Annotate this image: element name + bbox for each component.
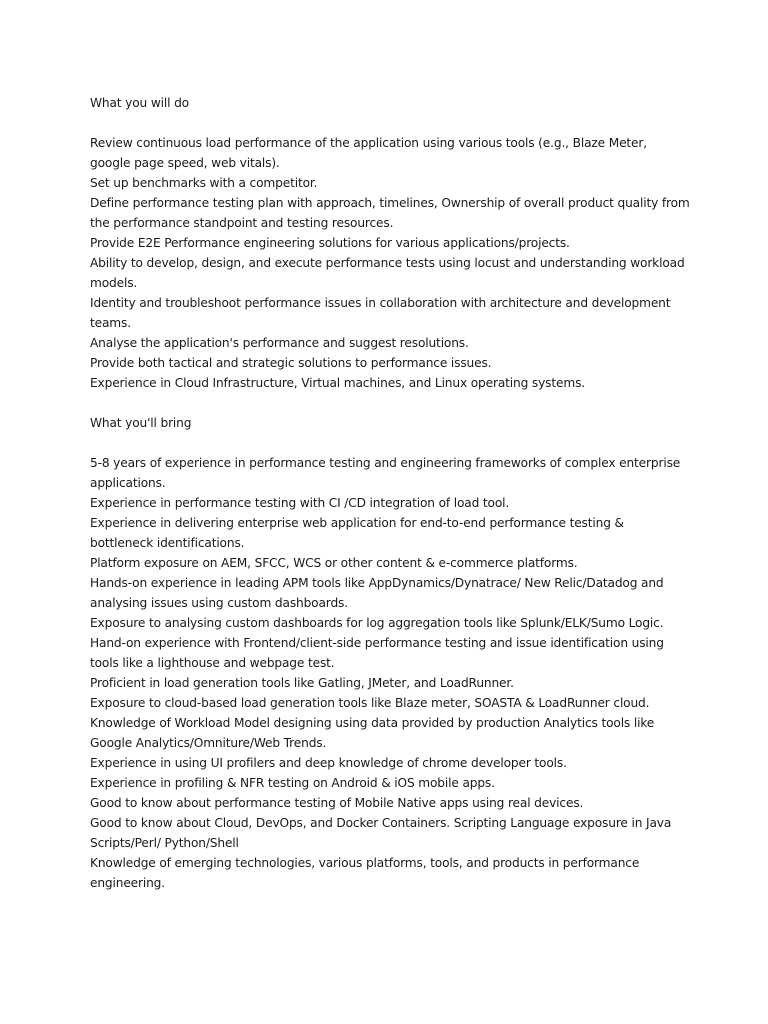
- list-item: Experience in delivering enterprise web application for end-to-end performance testing & bottleneck identifications.: [90, 516, 624, 550]
- list-item: Define performance testing plan with approach, timelines, Ownership of overall product quality from the performance standpoint and testing resources.: [90, 196, 690, 230]
- list-item: 5-8 years of experience in performance testing and engineering frameworks of complex enterprise applications.: [90, 456, 681, 490]
- list-item: Review continuous load performance of the application using various tools (e.g., Blaze Meter, google page speed, web vitals).: [90, 136, 647, 170]
- list-item: Knowledge of Workload Model designing using data provided by production Analytics tools like Google Analytics/Omniture/Web Trends.: [90, 716, 655, 750]
- list-item: Provide both tactical and strategic solutions to performance issues.: [90, 356, 492, 370]
- list-item: Hand-on experience with Frontend/client-side performance testing and issue identification using tools like a lighthouse and webpage test.: [90, 636, 664, 670]
- list-item: Knowledge of emerging technologies, various platforms, tools, and products in performance engineering.: [90, 856, 640, 890]
- list-item: Proficient in load generation tools like Gatling, JMeter, and LoadRunner.: [90, 676, 514, 690]
- section-what-you-will-do: [90, 93, 690, 393]
- section-heading: What you will do: [90, 96, 189, 110]
- document-page: [90, 93, 690, 913]
- section-heading: What you'll bring: [90, 416, 192, 430]
- responsibilities-list: [90, 133, 690, 393]
- list-item: Identity and troubleshoot performance issues in collaboration with architecture and development teams.: [90, 296, 671, 330]
- list-item: Ability to develop, design, and execute performance tests using locust and understanding workload models.: [90, 256, 685, 290]
- requirements-list: [90, 453, 690, 893]
- list-item: Analyse the application's performance and suggest resolutions.: [90, 336, 469, 350]
- list-item: Experience in performance testing with CI /CD integration of load tool.: [90, 496, 510, 510]
- list-item: Good to know about performance testing of Mobile Native apps using real devices.: [90, 796, 584, 810]
- list-item: Exposure to cloud-based load generation tools like Blaze meter, SOASTA & LoadRunner cloud.: [90, 696, 650, 710]
- list-item: Exposure to analysing custom dashboards for log aggregation tools like Splunk/ELK/Sumo Logic.: [90, 616, 664, 630]
- list-item: Hands-on experience in leading APM tools like AppDynamics/Dynatrace/ New Relic/Datadog and analysing issues using custom dashboards.: [90, 576, 664, 610]
- list-item: Experience in Cloud Infrastructure, Virtual machines, and Linux operating systems.: [90, 376, 585, 390]
- list-item: Set up benchmarks with a competitor.: [90, 176, 318, 190]
- list-item: Provide E2E Performance engineering solutions for various applications/projects.: [90, 236, 570, 250]
- list-item: Experience in profiling & NFR testing on Android & iOS mobile apps.: [90, 776, 495, 790]
- list-item: Platform exposure on AEM, SFCC, WCS or other content & e-commerce platforms.: [90, 556, 578, 570]
- list-item: Experience in using UI profilers and deep knowledge of chrome developer tools.: [90, 756, 567, 770]
- section-what-youll-bring: [90, 413, 690, 893]
- list-item: Good to know about Cloud, DevOps, and Docker Containers. Scripting Language exposure in Java Scripts/Perl/ Python/Shell: [90, 816, 672, 850]
